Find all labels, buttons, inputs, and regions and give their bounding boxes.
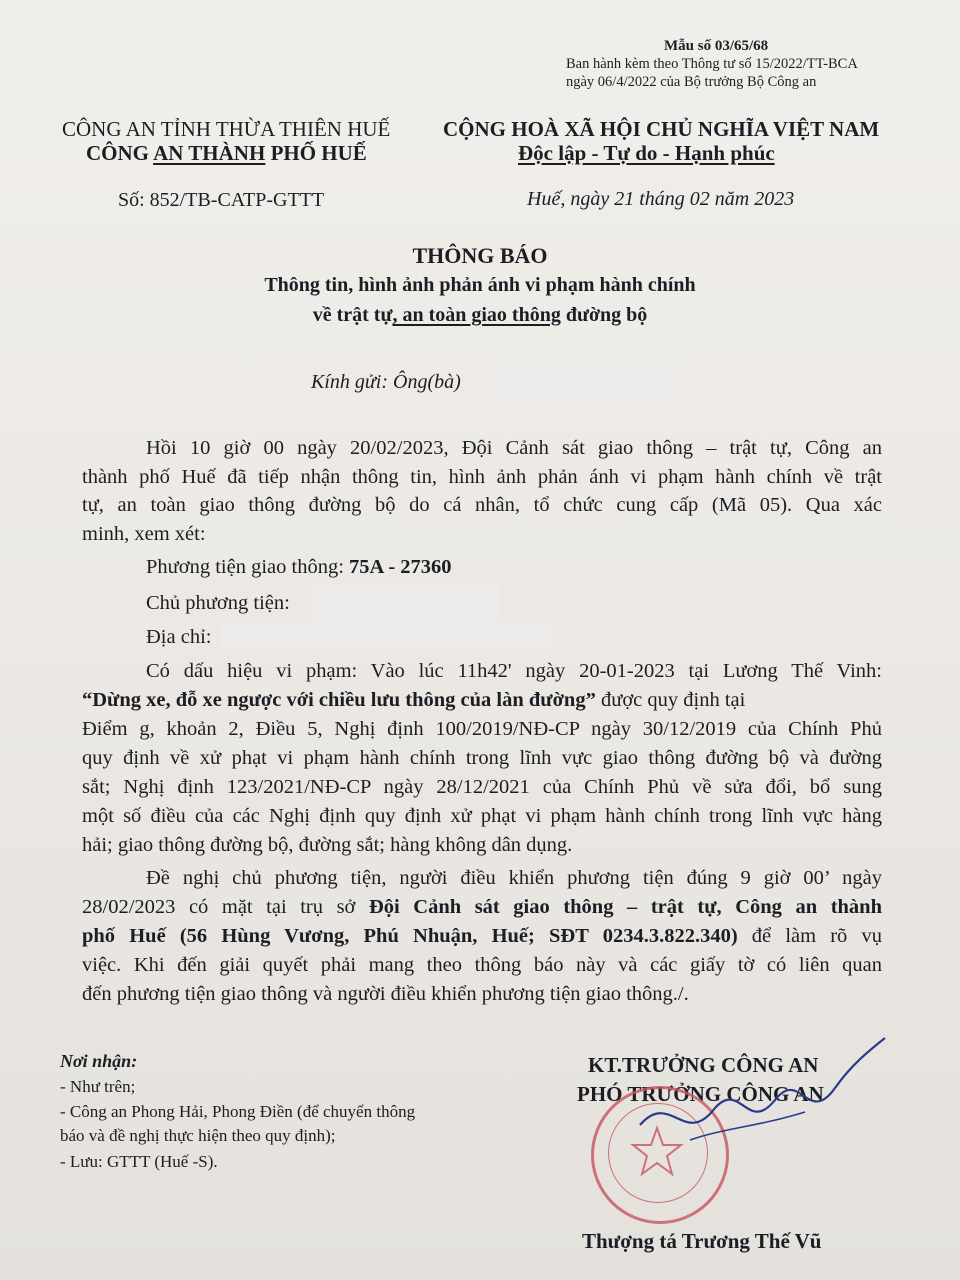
issuing-authority [86,141,367,166]
subtitle-part-end: đường bộ [560,304,648,326]
violation-after: được quy định tại [595,689,746,711]
paragraph-1-line-2: thành phố Huế đã tiếp nhận thông tin, hình ảnh phản ánh vi phạm hành chính về trật [82,466,882,488]
form-reference-line-1: Ban hành kèm theo Thông tư số 15/2022/TT-BCA [566,56,858,72]
owner-label: Chủ phương tiện: [146,592,290,614]
request-line-5: đến phương tiện giao thông và người điều khiển phương tiện giao thông./. [82,983,689,1005]
redacted-addressee [484,367,682,401]
request-line-3-post: để làm rõ vụ [737,925,882,947]
signature-title-2: PHÓ TRƯỞNG CÔNG AN [577,1082,824,1106]
document-date: Huế, ngày 21 tháng 02 năm 2023 [527,188,795,210]
signer-name: Thượng tá Trương Thế Vũ [582,1229,822,1253]
form-number: Mẫu số 03/65/68 [664,38,769,54]
request-line-1: Đề nghị chủ phương tiện, người điều khiển phương tiện đúng 9 giờ 00’ ngày [146,867,882,889]
violation-line-5: hải; giao thông đường bộ, đường sắt; hàng không dân dụng. [82,834,573,856]
violation-line-1: Điểm g, khoản 2, Điều 5, Nghị định 100/2019/NĐ-CP ngày 30/12/2019 của Chính Phủ [82,718,882,740]
document-number: Số: 852/TB-CATP-GTTT [118,189,325,211]
violation-description [82,689,882,712]
request-line-2 [82,896,882,919]
document-subtitle-1: Thông tin, hình ảnh phản ánh vi phạm hành chính [264,274,696,296]
request-line-3-bold: phố Huế (56 Hùng Vương, Phú Nhuận, Huế; SĐT 0234.3.822.340) [82,925,738,947]
vehicle-label: Phương tiện giao thông: [146,556,350,578]
subtitle-part: về trật tự [312,304,393,326]
recipient-item: - Công an Phong Hải, Phong Điền (để chuyển thông [60,1102,416,1121]
issuing-authority-part: CÔNG [86,141,154,165]
handwritten-signature [630,1030,890,1180]
violation-line-2: quy định về xử phạt vi phạm hành chính trong lĩnh vực giao thông đường bộ và đường [82,747,882,769]
request-line-2-bold: Đội Cảnh sát giao thông – trật tự, Công an thành [368,896,882,918]
violation-line-3: sắt; Nghị định 123/2021/NĐ-CP ngày 28/12/2021 của Chính Phủ về sửa đổi, bổ sung [82,776,882,798]
request-line-4: việc. Khi đến giải quyết phải mang theo thông báo này và các giấy tờ có liên quan [82,954,882,976]
form-reference-line-2: ngày 06/4/2022 của Bộ trưởng Bộ Công an [566,74,817,90]
addressee-label: Kính gửi: Ông(bà) [311,371,461,393]
recipient-item: báo và đề nghị thực hiện theo quy định); [60,1126,336,1145]
national-motto: Độc lập - Tự do - Hạnh phúc [518,141,775,165]
violation-line-4: một số điều của các Nghị định quy định xử phạt vi phạm hành chính trong lĩnh vực hàng [82,805,882,827]
recipients-title: Nơi nhận: [60,1051,138,1071]
issuing-authority-underlined: AN THÀNH [153,141,266,165]
violation-name: “Dừng xe, đỗ xe ngược với chiều lưu thông của làn đường” [82,689,596,711]
document-title: THÔNG BÁO [412,243,548,268]
request-line-2-pre: 28/02/2023 có mặt tại trụ sở [82,896,369,918]
document-subtitle-2 [0,304,960,327]
paragraph-1-line-3: tự, an toàn giao thông đường bộ do cá nhân, tổ chức cung cấp (Mã 05). Qua xác [82,494,882,516]
recipient-item: - Như trên; [60,1077,136,1096]
national-title: CỘNG HOÀ XÃ HỘI CHỦ NGHĨA VIỆT NAM [443,117,880,141]
subtitle-underlined: , an toàn giao thông [392,304,561,326]
redacted-owner [310,585,500,617]
redacted-address [221,618,553,650]
issuing-authority-parent: CÔNG AN TỈNH THỪA THIÊN HUẾ [62,117,391,141]
request-line-3 [82,925,882,948]
signature-title-1: KT.TRƯỞNG CÔNG AN [588,1053,819,1077]
issuing-authority-part-end: PHỐ HUẾ [265,141,367,165]
vehicle-plate: 75A - 27360 [349,556,452,578]
paragraph-1-line-1: Hồi 10 giờ 00 ngày 20/02/2023, Đội Cảnh sát giao thông – trật tự, Công an [146,437,882,459]
violation-intro: Có dấu hiệu vi phạm: Vào lúc 11h42' ngày 20-01-2023 tại Lương Thế Vinh: [146,660,882,682]
paragraph-1-line-4: minh, xem xét: [82,523,206,545]
address-label: Địa chỉ: [146,626,212,648]
vehicle-line [146,556,452,579]
recipient-item: - Lưu: GTTT (Huế -S). [60,1152,218,1171]
